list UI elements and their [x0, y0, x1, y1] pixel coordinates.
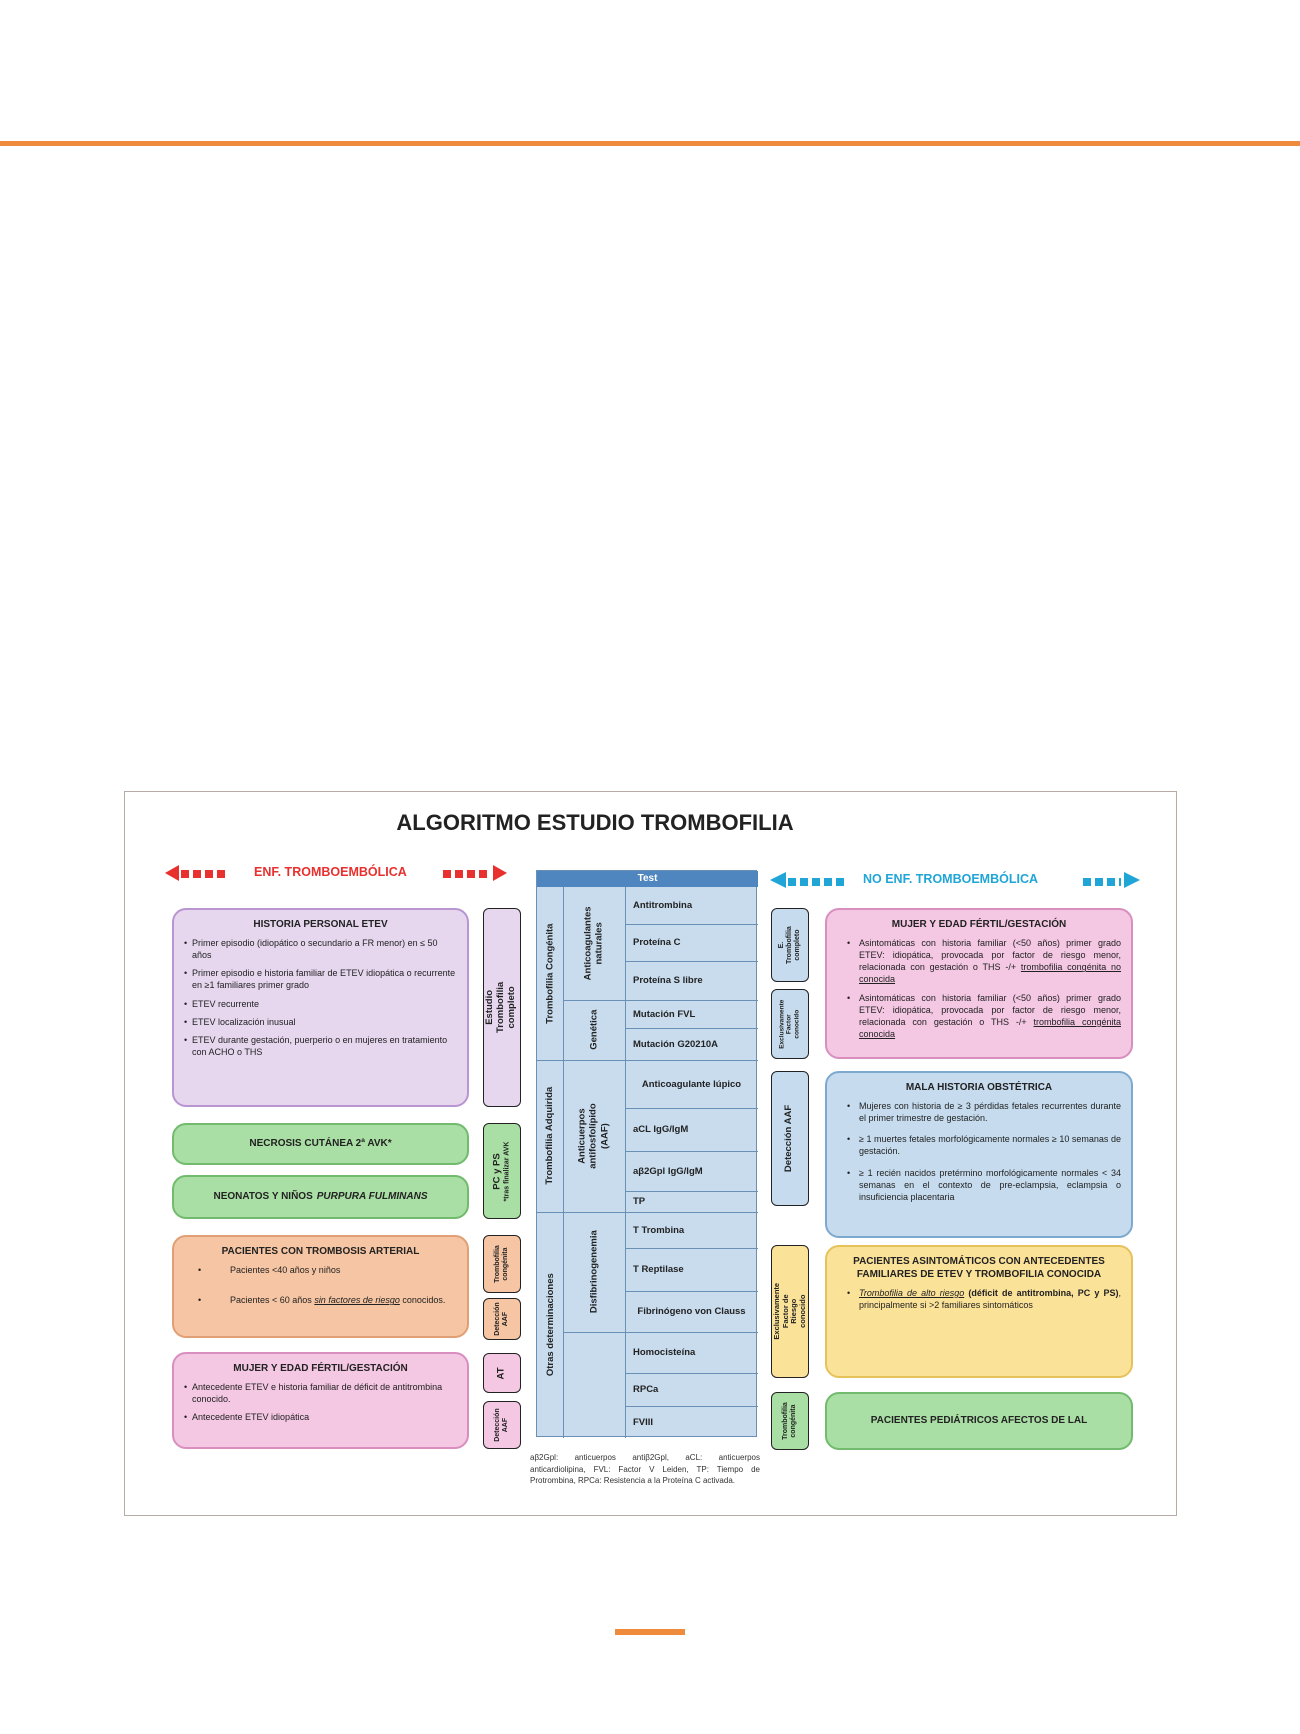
- group-otras-determinaciones: [537, 1212, 563, 1438]
- side-label-pc-ps: [483, 1123, 521, 1219]
- group-trombofilia-adquirida: [537, 1060, 563, 1212]
- box-title: PACIENTES CON TROMBOSIS ARTERIAL: [221, 1246, 420, 1257]
- box-label: PACIENTES PEDIÁTRICOS AFECTOS DE LAL: [870, 1415, 1088, 1427]
- side-label-line: PC y PS: [491, 1152, 503, 1190]
- mujer-edad-fertil-box-left: [172, 1352, 469, 1449]
- subgroup-disfibrinogenemia: [563, 1212, 625, 1332]
- divider: [563, 1060, 625, 1061]
- item-text: Pacientes < 60 años: [230, 1295, 315, 1306]
- item-bold: (déficit de antitrombina, PC y PS): [968, 1288, 1119, 1298]
- right-arrow-label: NO ENF. TROMBOEMBÓLICA: [863, 872, 1038, 886]
- test-cell: Proteína C: [633, 937, 681, 948]
- side-label-text: Detección AAF: [493, 1302, 509, 1336]
- divider: [563, 1212, 625, 1213]
- bottom-orange-mark: [615, 1629, 685, 1635]
- group-label: Trombofilia Congénita: [544, 923, 556, 1024]
- item-underline: trombofilia congénita no conocida: [859, 962, 1122, 985]
- footnote: aβ2Gpl: anticuerpos antiβ2Gpl, aCL: anticuerpos anticardiolipina, FVL: Factor V Leiden, TP: Tiempo de Protrombina, RPCa: Resistencia a la Proteína C activada.: [530, 1453, 760, 1486]
- test-cell: FVIII: [633, 1416, 654, 1428]
- test-cell: T Trombina: [633, 1224, 685, 1236]
- list-item: • ETEV recurrente: [184, 998, 457, 1010]
- side-label-trombofilia-congenita-right: [771, 1392, 809, 1450]
- test-cell: aβ2Gpl IgG/IgM: [633, 1165, 703, 1177]
- right-arrow: [770, 874, 1150, 892]
- side-label-text: Exclusivamente Factor conocido: [778, 999, 801, 1049]
- arrow-right-icon: [1120, 871, 1142, 889]
- item-underline: sin factores de riesgo: [314, 1295, 400, 1306]
- mala-list: [837, 1100, 1121, 1203]
- side-label-deteccion-aaf-right: [771, 1071, 809, 1206]
- subgroup-genetica: [563, 1000, 625, 1060]
- side-label-text: Detección AAF: [493, 1408, 509, 1442]
- test-cell: RPCa: [633, 1384, 659, 1395]
- box-title: MALA HISTORIA OBSTÉTRICA: [905, 1082, 1053, 1093]
- test-cell: Anticoagulante lúpico: [641, 1078, 742, 1090]
- side-label-text: Trombofilia congénita: [493, 1245, 510, 1283]
- list-item: • ≥ 1 muertes fetales morfológicamente normales ≥ 10 semanas de gestación.: [847, 1133, 1121, 1157]
- list-item: [847, 1287, 1121, 1311]
- side-label-trombofilia-congenita: [483, 1235, 521, 1293]
- table-header: Test: [537, 871, 758, 887]
- side-label-deteccion-aaf-2: [483, 1401, 521, 1449]
- mujer-list: [184, 1381, 457, 1423]
- list-item: [198, 1294, 457, 1306]
- test-cell: Homocisteína: [633, 1347, 696, 1358]
- test-cell: Proteína S libre: [633, 975, 703, 986]
- side-label-text: Detección AAF: [783, 1104, 795, 1173]
- test-cell: Antitrombina: [633, 900, 693, 911]
- list-item: • Antecedente ETEV idiopática: [184, 1411, 457, 1423]
- left-arrow-label: ENF. TROMBOEMBÓLICA: [254, 865, 407, 879]
- list-item: • Primer episodio e historia familiar de ETEV idiopática o recurrente en ≥1 familiares primer grado: [184, 967, 457, 991]
- divider: [537, 1060, 563, 1061]
- list-item: [847, 937, 1121, 986]
- divider: [563, 1332, 625, 1333]
- side-label-text: Trombofilia congénita: [781, 1402, 798, 1440]
- top-orange-rule: [0, 141, 1300, 146]
- historia-personal-etev-box: [172, 908, 469, 1107]
- subgroup-aaf: [563, 1060, 625, 1212]
- figure-title: ALGORITMO ESTUDIO TROMBOFILIA: [396, 810, 794, 835]
- neonatos-box: [172, 1175, 469, 1219]
- arrow-right-icon: [489, 864, 509, 882]
- side-label-text: Estudio Trombofilia completo: [484, 981, 518, 1034]
- side-label-exclusivamente-factor: [771, 989, 809, 1059]
- mujer-edad-fertil-box-right: [825, 908, 1133, 1059]
- side-label-text: Exclusivamente Factor de Riesgo conocido: [771, 1283, 807, 1340]
- test-cell: Fibrinógeno von Clauss: [637, 1306, 746, 1317]
- box-title: MUJER Y EDAD FÉRTIL/GESTACIÓN: [891, 919, 1067, 930]
- group-trombofilia-congenita: [537, 887, 563, 1060]
- test-cell: Mutación G20210A: [633, 1038, 718, 1050]
- test-table: [536, 870, 757, 1437]
- list-item: • Primer episodio (idiopático o secundario a FR menor) en ≤ 50 años: [184, 937, 457, 961]
- side-label-at: [483, 1353, 521, 1393]
- side-label-text: AT: [495, 1367, 507, 1379]
- item-text: Asintomáticas con historia familiar (<50 años) primer grado ETEV: idiopática, provocada por factor de riesgo menor, relacionada con gestación o THS -/+: [859, 938, 1121, 973]
- list-item: • ETEV localización inusual: [184, 1016, 457, 1028]
- divider: [563, 1000, 625, 1001]
- item-text: Asintomáticas con historia familiar (<50 años) primer grado ETEV: idiopática, provocada por factor de riesgo menor, relacionada con gestación o THS -/+: [859, 992, 1121, 1027]
- box-title: MUJER Y EDAD FÉRTIL/GESTACIÓN: [233, 1363, 408, 1374]
- box-title: PACIENTES ASINTOMÁTICOS CON ANTECEDENTES FAMILIARES DE ETEV Y TROMBOFILIA CONOCIDA: [853, 1256, 1105, 1280]
- side-label-text: [493, 1141, 512, 1201]
- group-label: Otras determinaciones: [544, 1273, 556, 1377]
- subgroup-label: Disfibrinogenemia: [588, 1230, 600, 1314]
- list-item: • Mujeres con historia de ≥ 3 pérdidas fetales recurrentes durante el primer trimestre de gestación.: [847, 1100, 1121, 1124]
- subgroup-label: Anticuerpos antifosfolípido (AAF): [576, 1103, 611, 1169]
- subgroup-label: Anticoagulantes naturales: [582, 906, 605, 981]
- test-cell: TP: [633, 1196, 646, 1207]
- box-label: NECROSIS CUTÁNEA 2ª AVK*: [249, 1138, 392, 1150]
- group-label: Trombofilia Adquirida: [544, 1087, 556, 1185]
- side-label-estudio: [483, 908, 521, 1107]
- test-cell: aCL IgG/IgM: [633, 1124, 689, 1135]
- test-cell: Mutación FVL: [633, 1008, 696, 1020]
- box-label: [174, 1177, 467, 1217]
- item-text: , principalmente si >2 familiares sintomáticos: [859, 1288, 1121, 1311]
- divider: [537, 1212, 563, 1213]
- arrow-dashes: [181, 870, 227, 878]
- asintomaticos-list: [837, 1287, 1121, 1311]
- historia-list: [184, 937, 457, 1058]
- arterial-list: [184, 1264, 457, 1306]
- pacientes-pediatricos-lal-box: [825, 1392, 1133, 1450]
- pacientes-asintomaticos-box: [825, 1245, 1133, 1378]
- trombosis-arterial-box: [172, 1235, 469, 1338]
- side-label-deteccion-aaf: [483, 1298, 521, 1340]
- algorithm-figure: [124, 791, 1177, 1516]
- necrosis-cutanea-box: [172, 1123, 469, 1165]
- list-item: • Pacientes <40 años y niños: [198, 1264, 457, 1276]
- subgroup-anticoagulantes: [563, 887, 625, 1000]
- subgroup-label: Genética: [588, 1009, 600, 1051]
- mala-historia-obstetrica-box: [825, 1071, 1133, 1238]
- test-cell: T Reptilase: [633, 1264, 684, 1275]
- mujer-right-list: [837, 937, 1121, 1040]
- purpura-label: PURPURA FULMINANS: [316, 1191, 428, 1203]
- item-underline: Trombofilia de alto riesgo: [859, 1288, 965, 1298]
- left-arrow: [165, 866, 505, 884]
- item-underline: trombofilia congénita conocida: [859, 1016, 1121, 1039]
- list-item: • ETEV durante gestación, puerperio o en mujeres en tratamiento con ACHO o THS: [184, 1034, 457, 1058]
- list-item: • Antecedente ETEV e historia familiar de déficit de antitrombina conocido.: [184, 1381, 457, 1405]
- item-text: conocidos.: [399, 1295, 446, 1306]
- arrow-dashes: [1083, 878, 1121, 886]
- list-item: • ≥ 1 recién nacidos pretérmino morfológicamente normales < 34 semanas en el contexto de pre-eclampsia, eclampsia o insuficiencia placentaria: [847, 1167, 1121, 1203]
- side-label-text: E. Trombofilia completo: [777, 926, 802, 964]
- arrow-dashes: [443, 870, 489, 878]
- box-title: HISTORIA PERSONAL ETEV: [253, 919, 388, 930]
- side-label-exclusivamente-riesgo: [771, 1245, 809, 1378]
- list-item: [847, 992, 1121, 1041]
- side-label-e-trombofilia: [771, 908, 809, 982]
- neonatos-label: NEONATOS Y NIÑOS: [213, 1191, 313, 1203]
- arrow-dashes: [788, 878, 846, 886]
- side-label-line: *tras finalizar AVK: [503, 1141, 511, 1201]
